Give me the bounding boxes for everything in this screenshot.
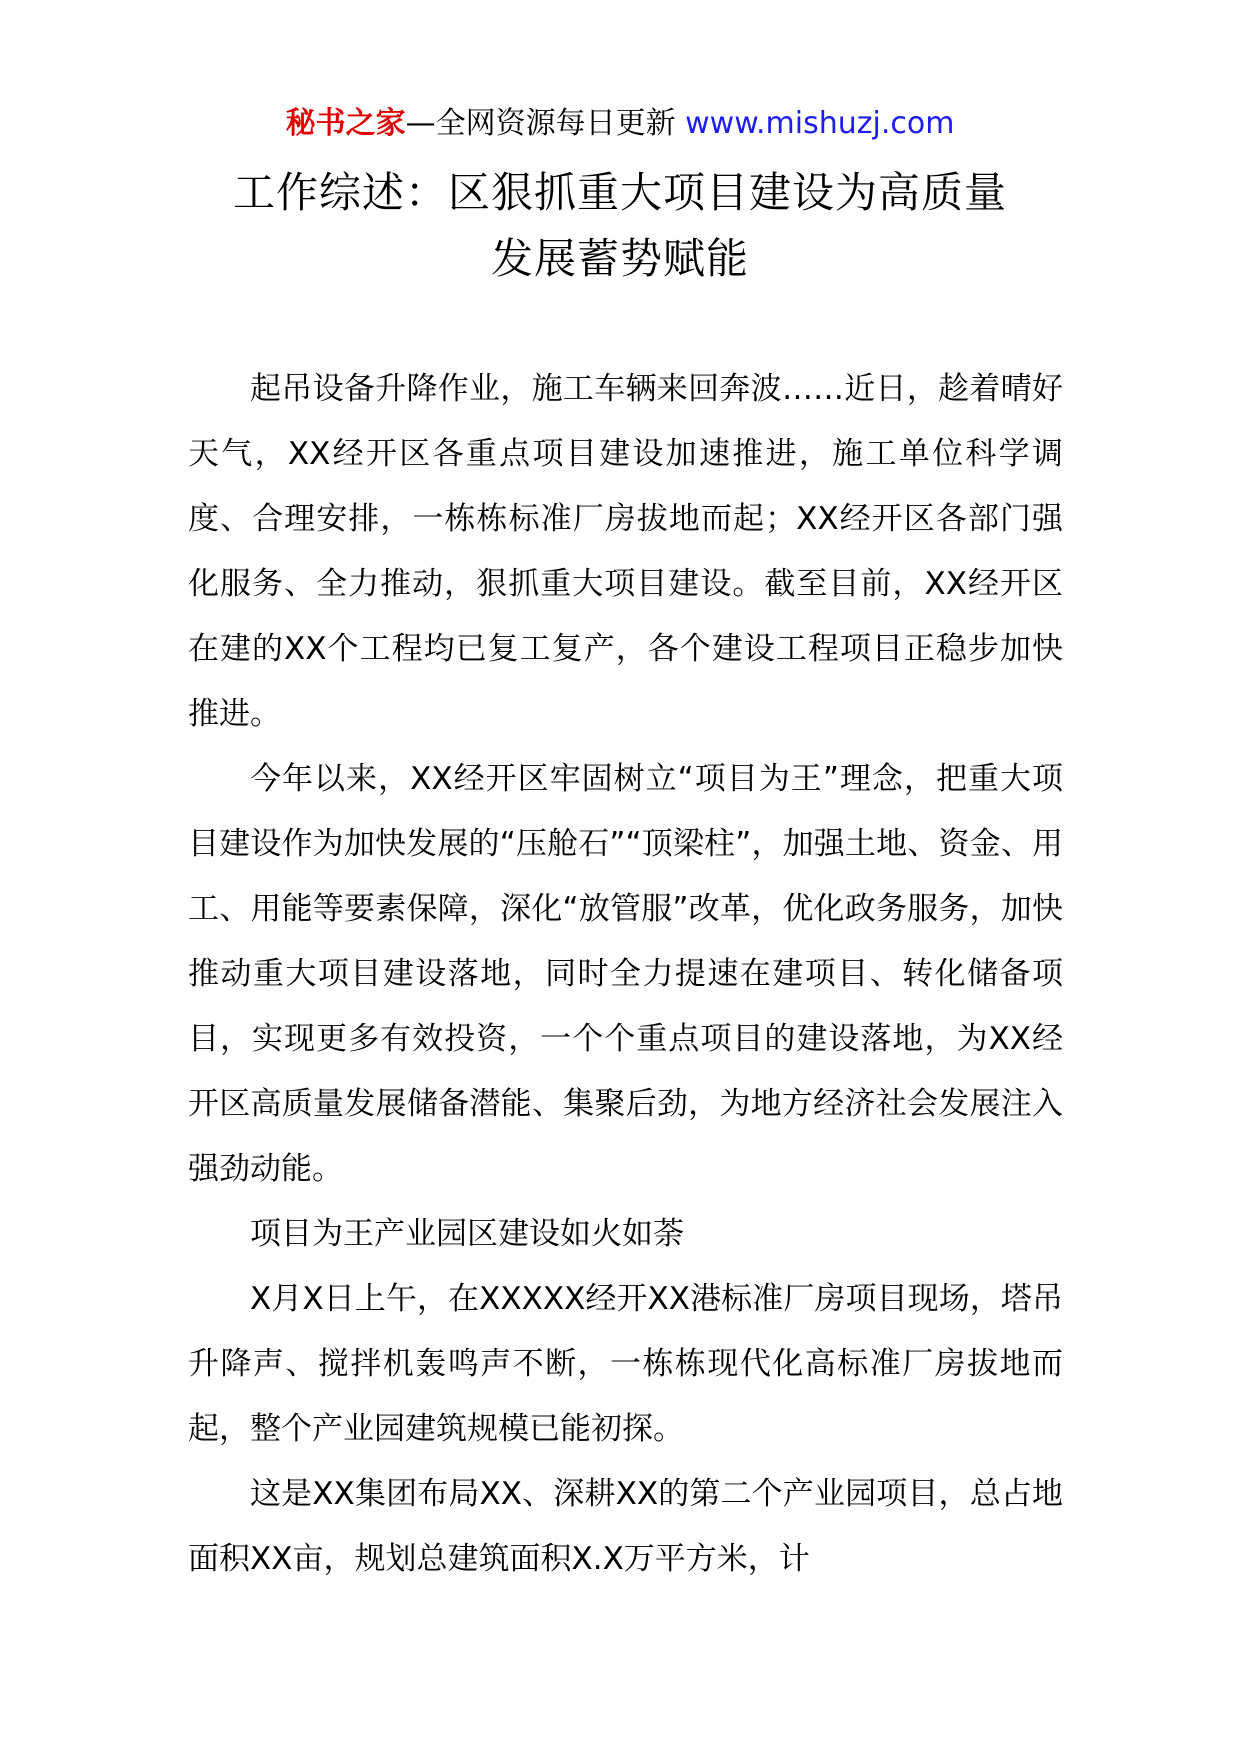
site-brand: 秘书之家 — [285, 106, 406, 141]
document-body — [188, 357, 1063, 1592]
paragraph-intro: 起吊设备升降作业，施工车辆来回奔波……近日，趁着晴好天气，XX经开区各重点项目建设加速推进，施工单位科学调度、合理安排，一栋栋标准厂房拔地而起；XX经开区各部门强化服务、全力推动，狠抓重大项目建设。截至目前，XX经开区在建的XX个工程均已复工复产，各个建设工程项目正稳步加快推进。 — [188, 371, 1063, 732]
site-url[interactable]: www.mishuzj.com — [685, 106, 955, 141]
title-line-1: 工作综述：区狠抓重大项目建设为高质量 — [232, 168, 1007, 217]
paragraph-site-visit: X月X日上午，在XXXXX经开XX港标准厂房项目现场，塔吊升降声、搅拌机轰鸣声不断，一栋栋现代化高标准厂房拔地而起，整个产业园建筑规模已能初探。 — [188, 1281, 1063, 1447]
title-line-2: 发展蓄势赋能 — [490, 234, 749, 283]
paragraph-overview: 今年以来，XX经开区牢固树立“项目为王”理念，把重大项目建设作为加快发展的“压舱石”“顶梁柱”，加强土地、资金、用工、用能等要素保障，深化“放管服”改革，优化政务服务，加快推动重大项目建设落地，同时全力提速在建项目、转化储备项目，实现更多有效投资，一个个重点项目的建设落地，为XX经开区高质量发展储备潜能、集聚后劲，为地方经济社会发展注入强劲动能。 — [188, 761, 1063, 1187]
document-title — [160, 160, 1080, 292]
site-slogan: —全网资源每日更新 — [405, 106, 676, 141]
paragraph-project-detail: 这是XX集团布局XX、深耕XX的第二个产业园项目，总占地面积XX亩，规划总建筑面积X.X万平方米，计 — [188, 1476, 1063, 1577]
site-header — [0, 100, 1240, 148]
section-heading: 项目为王产业园区建设如火如荼 — [250, 1216, 684, 1252]
